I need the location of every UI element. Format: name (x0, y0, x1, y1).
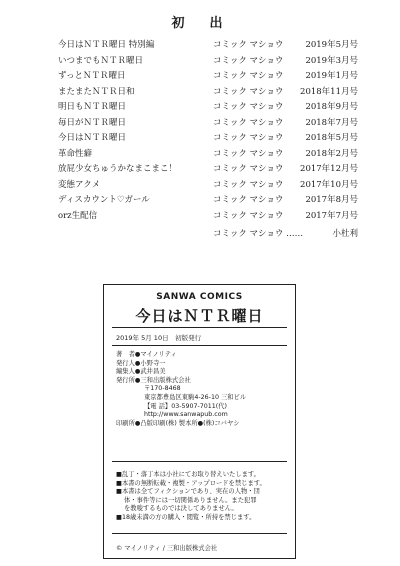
credit-line: 著 者●マイノリティ (116, 351, 177, 358)
source-date: 2017年8月号 (305, 195, 358, 205)
credit-line: 発行人●小野寺一 (116, 359, 166, 367)
note-line: を教唆するものでは決してありません。 (124, 505, 238, 513)
source-date: 2017年10月号 (300, 179, 358, 190)
book-title: 今日はＮＴＲ曜日 (135, 307, 264, 325)
credit-line: 発行所●三和出版株式会社 (116, 376, 191, 384)
source-magazine: コミック マショウ (213, 55, 284, 66)
source-magazine: コミック マショウ (213, 40, 284, 50)
source-title: orz生配信 (58, 210, 98, 221)
source-date: 2018年5月号 (305, 133, 358, 143)
source-row (58, 147, 358, 163)
note-line: 体・事件等には一切関係ありません。また犯罪 (124, 496, 257, 504)
notes-block (116, 471, 289, 523)
credits-block (116, 351, 291, 428)
brand-label: SANWA COMICS (156, 292, 243, 302)
editor-credit (58, 227, 358, 241)
address-line: 〒170-8468 (144, 385, 181, 393)
source-row (58, 209, 358, 225)
title-divider (112, 327, 287, 328)
source-title: ずっとＮＴＲ曜日 (58, 71, 126, 81)
source-title: 明日もＮＴＲ曜日 (58, 102, 127, 112)
source-date: 2018年2月号 (305, 148, 358, 159)
notes-divider (112, 461, 287, 462)
note-line: ■18歳未満の方の購入・閲覧・所持を禁じます。 (116, 513, 256, 521)
source-title: 今日はＮＴＲ曜日 (58, 133, 127, 143)
phone-line: 【電 話】03-5907-7011(代) (144, 402, 228, 410)
source-row (58, 54, 358, 70)
source-magazine: コミック マショウ (213, 71, 284, 81)
source-date: 2018年9月号 (305, 102, 358, 112)
source-row (58, 100, 358, 116)
source-date: 2018年7月号 (305, 117, 358, 128)
source-title: いつまでもＮＴＲ曜日 (58, 55, 144, 66)
source-row (58, 162, 358, 178)
source-row (58, 116, 358, 132)
source-title: 放屁少女ちゅうかなまこまこ！ (58, 164, 178, 174)
source-date: 2018年11月号 (300, 86, 358, 97)
source-magazine: コミック マショウ (213, 179, 284, 190)
source-row (58, 38, 358, 54)
address-line: 東京都豊島区東駒4-26-10 三和ビル (144, 393, 247, 401)
source-date: 2019年5月号 (305, 40, 358, 50)
source-title: 今日はＮＴＲ曜日 特別編 (58, 40, 155, 50)
source-row (58, 178, 358, 194)
source-date: 2019年3月号 (305, 55, 358, 66)
source-title: 毎日がＮＴＲ曜日 (58, 117, 127, 128)
credit-line: 編集人●武井昌美 (116, 368, 166, 376)
source-title: またまたＮＴＲ日和 (58, 86, 135, 97)
note-line: ■本書は全てフィクションであり、実在の人物・団 (116, 488, 260, 496)
source-title: 革命性癖 (58, 148, 93, 159)
editor-name: 小杜利 (332, 229, 358, 239)
note-line: ■乱丁・落丁本は小社にてお取り替えいたします。 (116, 471, 260, 478)
source-title: 変態アクメ (58, 179, 101, 190)
source-magazine: コミック マショウ (213, 164, 284, 174)
editor-magazine: コミック マショウ …… (213, 229, 304, 239)
source-magazine: コミック マショウ (213, 102, 284, 112)
page-heading: 初 出 (171, 16, 229, 31)
source-magazine: コミック マショウ (213, 117, 284, 128)
source-date: 2017年7月号 (305, 210, 358, 221)
source-magazine: コミック マショウ (213, 210, 284, 221)
source-date: 2019年1月号 (305, 71, 358, 81)
source-magazine: コミック マショウ (213, 195, 284, 205)
source-row (58, 85, 358, 101)
source-date: 2017年12月号 (300, 164, 358, 174)
source-magazine: コミック マショウ (213, 133, 284, 143)
source-magazine: コミック マショウ (213, 86, 284, 97)
website-link: http://www.sanwapub.com (144, 411, 228, 419)
source-magazine: コミック マショウ (213, 148, 284, 159)
source-row (58, 131, 358, 147)
copyright-divider (112, 533, 287, 534)
source-row (58, 69, 358, 85)
copyright-line: © マイノリティ / 三和出版株式会社 (116, 545, 218, 552)
note-line: ■本書の無断転載・複製・アップロードを禁じます。 (116, 479, 266, 487)
edition-divider (112, 345, 287, 346)
printer-line: 印刷所●凸版印刷(株) 製本所●(株)コバヤシ (116, 419, 240, 427)
source-row (58, 193, 358, 209)
edition-date: 2019年 5月 10日 初版発行 (116, 334, 202, 342)
colophon-box (103, 284, 296, 559)
source-list (58, 38, 358, 224)
source-title: ディスカウント♡ガール (58, 195, 150, 205)
